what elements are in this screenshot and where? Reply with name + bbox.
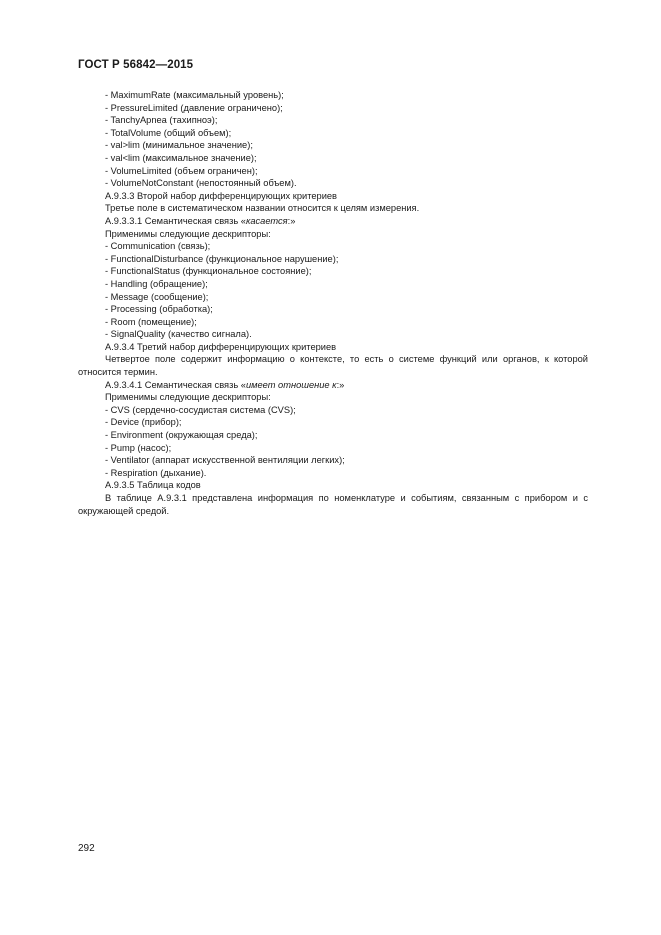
- list-item: - Pump (насос);: [105, 442, 172, 453]
- list-item: - SignalQuality (качество сигнала).: [105, 329, 252, 340]
- paragraph: Применимы следующие дескрипторы:: [105, 392, 271, 403]
- subsection-heading-emphasis: касается: [245, 215, 288, 226]
- document-header: ГОСТ Р 56842—2015: [78, 59, 194, 71]
- list-item: - Environment (окружающая среда);: [105, 430, 258, 441]
- page-number: 292: [78, 843, 95, 854]
- paragraph: В таблице А.9.3.1 представлена информация по номенклатуре и событиям, связанным с прибором и с окружающей средой.: [78, 493, 588, 516]
- list-item: - Ventilator (аппарат искусственной вентиляции легких);: [105, 455, 345, 466]
- list-item: - FunctionalStatus (функциональное состояние);: [105, 266, 312, 277]
- section-heading: А.9.3.5 Таблица кодов: [105, 480, 201, 491]
- paragraph: Применимы следующие дескрипторы:: [105, 228, 271, 239]
- subsection-heading: [78, 379, 588, 392]
- list-item: - Processing (обработка);: [105, 304, 213, 315]
- subsection-heading-text: А.9.3.3.1 Семантическая связь «: [105, 215, 246, 226]
- list-item: - VolumeNotConstant (непостоянный объем).: [105, 178, 297, 189]
- list-item: - FunctionalDisturbance (функциональное нарушение);: [105, 253, 339, 264]
- subsection-heading: [78, 215, 588, 228]
- list-item: - val>lim (минимальное значение);: [105, 140, 253, 151]
- section-heading: А.9.3.3 Второй набор дифференцирующих критериев: [105, 190, 337, 201]
- subsection-heading-text: А.9.3.4.1 Семантическая связь «: [105, 379, 246, 390]
- list-item: - TotalVolume (общий объем);: [105, 127, 232, 138]
- list-item: - MaximumRate (максимальный уровень);: [105, 90, 284, 100]
- list-item: - Device (прибор);: [105, 417, 182, 428]
- list-item: - Communication (связь);: [105, 241, 211, 252]
- subsection-heading-emphasis: имеет отношение к: [245, 379, 337, 390]
- section-heading: А.9.3.4 Третий набор дифференцирующих критериев: [105, 341, 337, 352]
- subsection-heading-tail: :»: [287, 215, 296, 226]
- subsection-heading-tail: :»: [336, 379, 345, 390]
- list-item: - Handling (обращение);: [105, 278, 208, 289]
- list-item: - Respiration (дыхание).: [105, 467, 207, 478]
- paragraph: Третье поле в систематическом названии относится к целям измерения.: [105, 203, 420, 214]
- list-item: - CVS (сердечно-сосудистая система (CVS);: [105, 404, 296, 415]
- document-body: [78, 89, 588, 517]
- list-item: - val<lim (максимальное значение);: [105, 152, 257, 163]
- list-item: - Message (сообщение);: [105, 291, 209, 302]
- list-item: - PressureLimited (давление ограничено);: [105, 102, 283, 113]
- list-item: - Room (помещение);: [105, 316, 197, 327]
- list-item: - VolumeLimited (объем ограничен);: [105, 165, 258, 176]
- list-item: - TanchyApnea (тахипноэ);: [105, 115, 218, 126]
- paragraph: Четвертое поле содержит информацию о контексте, то есть о системе функций или органов, к которой относится термин.: [78, 354, 588, 378]
